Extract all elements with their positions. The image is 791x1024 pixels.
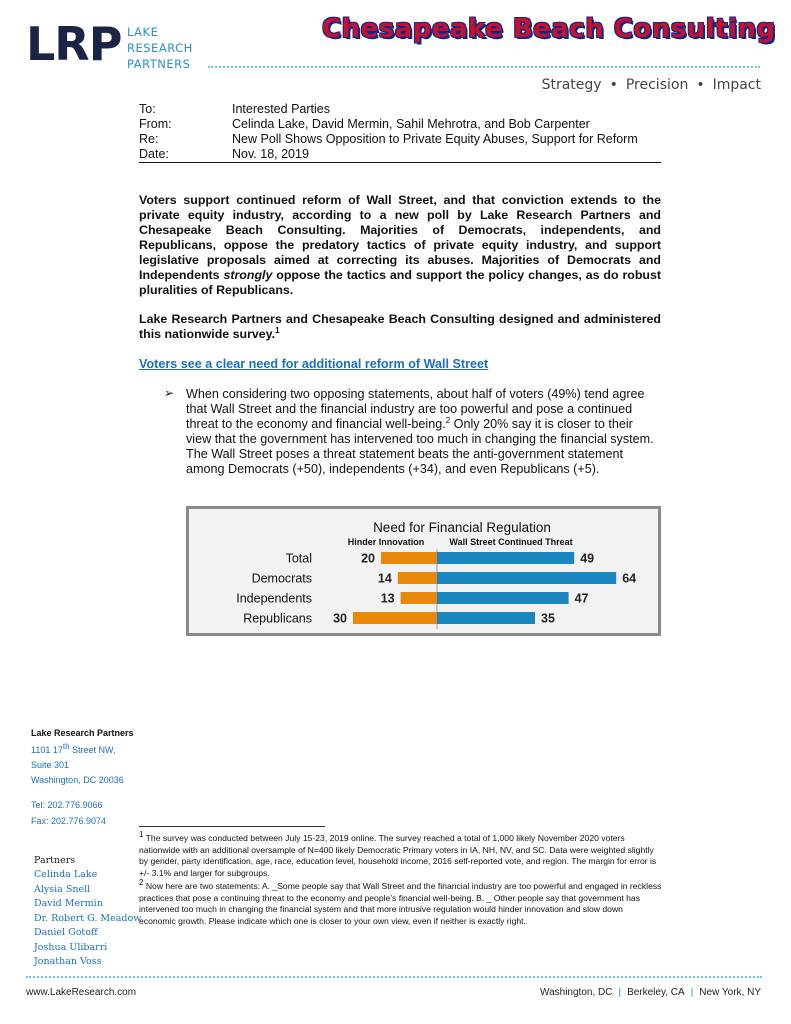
partner-name: Jonathan Voss: [34, 956, 102, 967]
tagline: [542, 77, 761, 93]
tagline-word: Impact: [712, 77, 761, 93]
section-heading-link[interactable]: Voters see a clear need for additional reform of Wall Street: [139, 357, 489, 371]
bar-wall-street-threat: [437, 592, 569, 604]
logo-line: LAKE: [127, 25, 159, 39]
footnote-ref[interactable]: 1: [275, 325, 280, 335]
memo-value: Nov. 18, 2019: [232, 147, 309, 161]
data-label: 64: [622, 571, 637, 586]
logo-line: PARTNERS: [127, 57, 191, 71]
bar-chart: [189, 509, 658, 633]
emphasis: strongly: [223, 268, 273, 282]
sidebar-address: Suite 301: [31, 760, 70, 770]
footnote-divider: [139, 826, 325, 827]
sidebar-address: 1101 17th Street NW,: [31, 742, 116, 755]
separator: |: [618, 987, 622, 998]
bars-group: [236, 552, 636, 626]
lrp-logo: LRP: [26, 17, 122, 71]
footer-cities: [540, 987, 761, 998]
partner-name: Daniel Gotoff: [34, 927, 98, 938]
legend-threat: Wall Street Continued Threat: [449, 537, 573, 547]
data-label: 47: [574, 591, 589, 606]
intro-paragraph: Voters support continued reform of Wall Street, and that conviction extends to the private equity industry, according to a new poll by Lake Research Partners and Chesapeake Beach Consulting. Majorities of Democrats, independents, and Republicans, oppose the predatory tactics of private equity industry, and support legislative proposals aimed at correcting its abuses. Majorities of Democrats and Independents strongly oppose the tactics and support the policy changes, as do robust pluralities of Republicans.: [139, 193, 661, 297]
footnote-2: $^2$ Now here are two statements: A. _Some people say that Wall Street and the financial industry are too powerful and engaged in reckless practices that pose a continuing threat to the economy and people’s financial well-being. B. _ Other people say that government has intervened too much in changing the financial system and that more intrusive regulation would hinder innovation and slow down economic growth. Please indicate which one is closer to your own view, even if neither is exactly right.: [139, 878, 662, 926]
partner-name: Joshua Ulibarri: [34, 942, 108, 953]
city: Washington, DC: [540, 987, 613, 998]
data-label: 13: [380, 591, 395, 606]
bar-hinder-innovation: [401, 592, 437, 604]
sidebar-address: Washington, DC 20036: [31, 775, 124, 785]
footer-divider: [26, 976, 762, 978]
arrow-bullet-icon: ➢: [164, 386, 175, 400]
sidebar-tel: Tel: 202.776.9066: [31, 800, 103, 810]
data-label: 20: [361, 551, 375, 566]
logo-line: RESEARCH: [127, 41, 193, 55]
city: New York, NY: [699, 987, 761, 998]
memo-value: New Poll Shows Opposition to Private Equity Abuses, Support for Reform: [232, 132, 638, 146]
data-label: 14: [377, 571, 392, 586]
chart-title: Need for Financial Regulation: [373, 520, 551, 535]
memo-value: Interested Parties: [232, 102, 330, 116]
footnote-1: $^1$ The survey was conducted between July 15-23, 2019 online. The survey reached a total of 1,000 likely November 2020 voters nationwide with an additional oversample of N=400 likely Democratic Primary voters in IA, NH, NV, and SC. Data were weighted slightly by gender, party identification, age, race, education level, household income, 2016 self-reported vote, and region. The margin for error is +/- 3.1% and larger for subgroups.: [139, 830, 657, 878]
footnote-ref[interactable]: 2: [445, 415, 451, 425]
tagline-word: Precision: [625, 77, 689, 93]
separator: |: [690, 987, 694, 998]
category-label: Republicans: [243, 611, 312, 626]
memo-label: Date:: [139, 147, 169, 161]
bar-wall-street-threat: [437, 552, 574, 564]
bar-hinder-innovation: [381, 552, 437, 564]
city: Berkeley, CA: [627, 987, 685, 998]
memo-label: To:: [139, 102, 156, 116]
header-divider: [208, 66, 760, 68]
partner-name: David Mermin: [34, 898, 103, 909]
bullet-dot-icon: •: [696, 77, 705, 93]
sidebar-org: Lake Research Partners: [31, 728, 134, 738]
tagline-word: Strategy: [541, 77, 602, 93]
survey-paragraph: Lake Research Partners and Chesapeake Beach Consulting designed and administered this nationwide survey.$^1$: [139, 312, 661, 341]
memo-divider: [139, 162, 661, 163]
bar-hinder-innovation: [398, 572, 437, 584]
category-label: Independents: [236, 591, 312, 606]
partner-name: Dr. Robert G. Meadow: [34, 913, 142, 924]
category-label: Total: [285, 551, 312, 566]
data-label: 49: [580, 551, 595, 566]
bar-wall-street-threat: [437, 572, 616, 584]
legend-hinder: Hinder Innovation: [347, 537, 425, 547]
memo-label: From:: [139, 117, 172, 131]
lrp-logo-text: [127, 24, 193, 72]
chart-frame: [186, 506, 661, 636]
data-label: 30: [333, 611, 347, 626]
data-label: 35: [541, 611, 555, 626]
sidebar-fax: Fax: 202.776.9074: [31, 816, 107, 826]
memo-label: Re:: [139, 132, 159, 146]
chesapeake-logo: Chesapeake Beach Consulting: [322, 14, 776, 44]
memo-value: Celinda Lake, David Mermin, Sahil Mehrotra, and Bob Carpenter: [232, 117, 590, 131]
partner-name: Celinda Lake: [34, 869, 98, 880]
footer-website-link[interactable]: www.LakeResearch.com: [26, 987, 137, 998]
bar-hinder-innovation: [353, 612, 437, 624]
bar-wall-street-threat: [437, 612, 535, 624]
bullet-paragraph: When considering two opposing statements, about half of voters (49%) tend agree that Wall Street and the financial industry are too powerful and pose a continued threat to the economy and financial well-being.$^2$ Only 20% say it is closer to their view that the government has intervened too much in changing the financial system. The Wall Street poses a threat statement beats the anti-government statement among Democrats (+50), independents (+34), and even Republicans (+5).: [186, 387, 654, 476]
bullet-dot-icon: •: [609, 77, 618, 93]
partner-name: Alysia Snell: [34, 884, 91, 895]
category-label: Democrats: [251, 571, 312, 586]
partners-title: Partners: [34, 855, 76, 866]
